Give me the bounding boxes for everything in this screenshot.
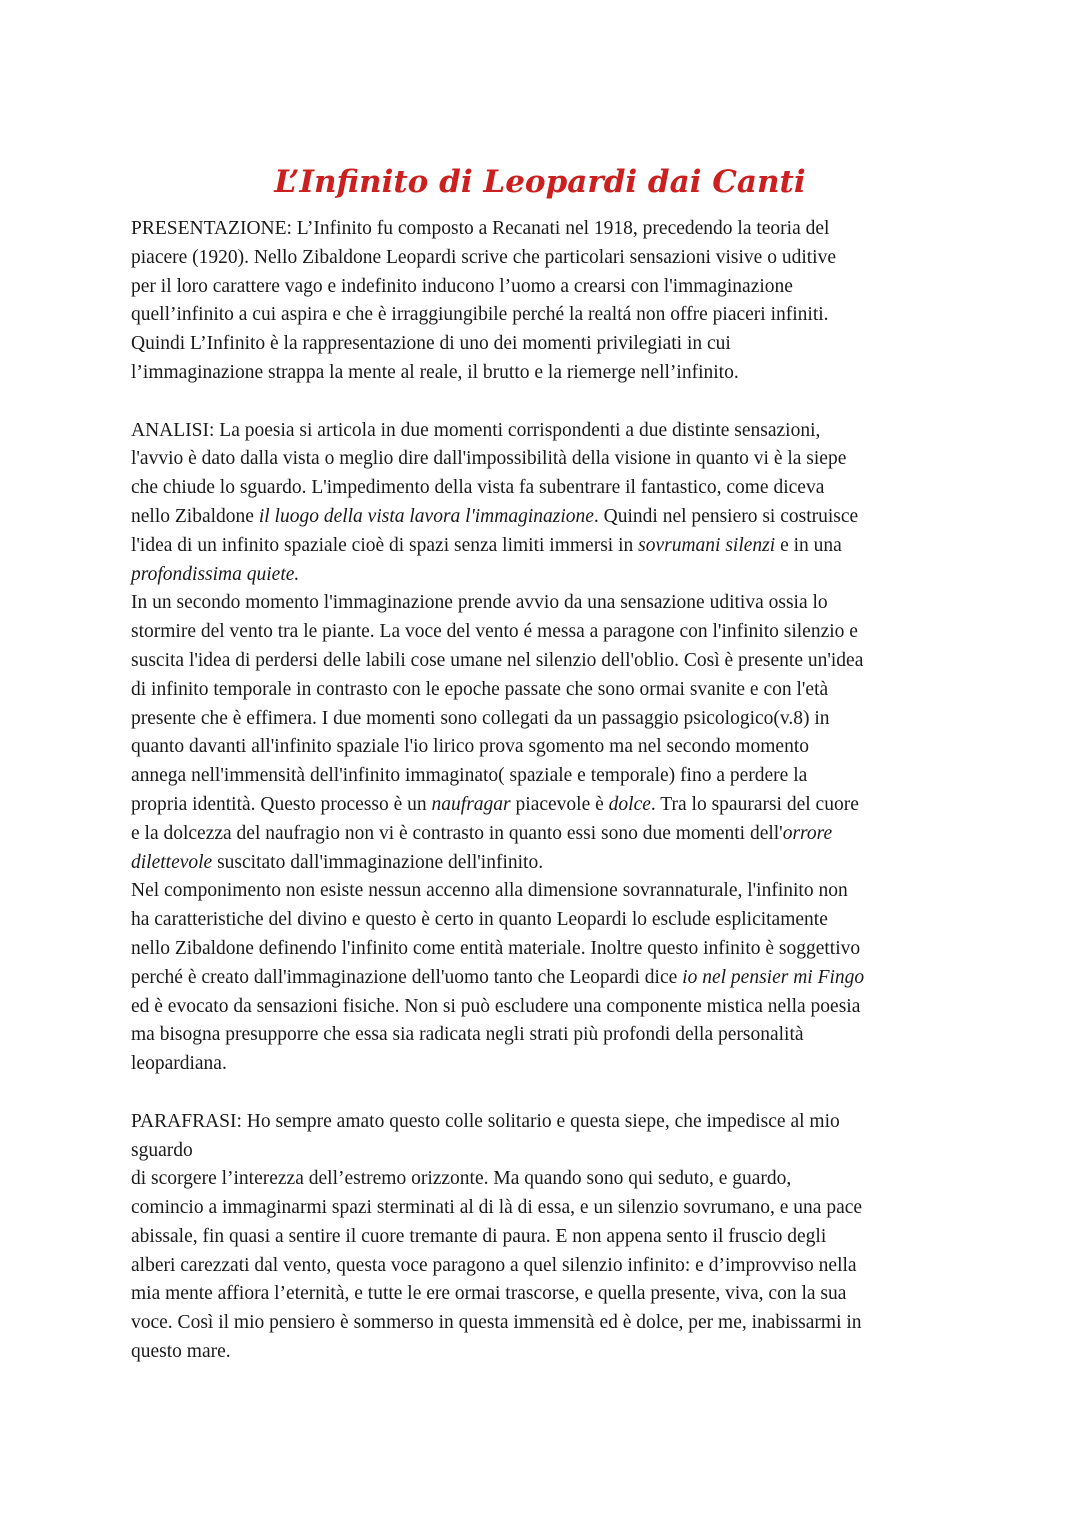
text-run: che chiude lo sguardo. L'impedimento della vista fa subentrare il fantastico, come diceva — [131, 477, 825, 499]
italic-quote: dilettevole — [131, 851, 213, 873]
text-run: quanto davanti all'infinito spaziale l'io lirico prova sgomento ma nel secondo momento — [131, 736, 809, 758]
text-run: ha caratteristiche del divino e questo è certo in quanto Leopardi lo esclude esplicitamente — [131, 909, 828, 931]
analisi-line — [131, 762, 961, 791]
analisi-paragraph — [131, 589, 961, 877]
analisi-line — [131, 618, 961, 647]
text-run: quell’infinito a cui aspira e che è irraggiungibile perché la realtá non offre piaceri infiniti. — [131, 304, 829, 326]
analisi-line — [131, 1050, 961, 1079]
analisi-line — [131, 417, 961, 446]
italic-quote: naufragar — [431, 793, 511, 815]
analisi-line — [131, 676, 961, 705]
text-run: annega nell'immensità dell'infinito immaginato( spaziale e temporale) fino a perdere la — [131, 765, 808, 787]
document-title: L’Infinito di Leopardi dai Canti — [274, 164, 806, 200]
text-run: di infinito temporale in contrasto con le epoche passate che sono ormai svanite e con l'età — [131, 678, 829, 700]
text-run: piacere (1920). Nello Zibaldone Leopardi scrive che particolari sensazioni visive o uditive — [131, 246, 836, 268]
analisi-line — [131, 445, 961, 474]
text-run: PRESENTAZIONE: L’Infinito fu composto a Recanati nel 1918, precedendo la teoria del — [131, 218, 830, 239]
text-run: sguardo — [131, 1139, 193, 1161]
analisi-line — [131, 589, 961, 618]
analisi-line — [131, 1021, 961, 1050]
analisi-paragraph — [131, 417, 961, 590]
presentazione-line — [131, 215, 961, 244]
parafrasi-line — [131, 1137, 961, 1166]
text-run: di scorgere l’interezza dell’estremo orizzonte. Ma quando sono qui seduto, e guardo, — [131, 1168, 792, 1190]
analisi-line — [131, 474, 961, 503]
analisi-line — [131, 993, 961, 1022]
text-run: per il loro carattere vago e indefinito inducono l’uomo a crearsi con l'immaginazione — [131, 275, 793, 297]
analisi-line — [131, 647, 961, 676]
text-run: PARAFRASI: Ho sempre amato questo colle solitario e questa siepe, che impedisce al mio — [131, 1110, 840, 1132]
text-run: abissale, fin quasi a sentire il cuore tremante di paura. E non appena sento il fruscio degli — [131, 1225, 827, 1247]
italic-quote: orrore — [782, 822, 833, 844]
presentazione-line — [131, 359, 961, 388]
italic-quote: dolce — [608, 793, 651, 815]
text-run: piacevole è — [510, 793, 609, 815]
text-run: questo mare. — [131, 1341, 231, 1363]
section-parafrasi — [131, 1108, 961, 1367]
italic-quote: sovrumani silenzi — [638, 534, 776, 556]
text-run: suscitato dall'immaginazione dell'infinito. — [212, 851, 544, 873]
document-body — [131, 215, 961, 1367]
analisi-line — [131, 791, 961, 820]
text-run: nello Zibaldone definendo l'infinito come entità materiale. Inoltre questo infinito è soggettivo — [131, 937, 861, 959]
presentazione-line — [131, 330, 961, 359]
presentazione-line — [131, 244, 961, 273]
text-run: e in una — [775, 534, 842, 556]
text-run: In un secondo momento l'immaginazione prende avvio da una sensazione uditiva ossia lo — [131, 592, 828, 614]
parafrasi-line — [131, 1252, 961, 1281]
text-run: perché è creato dall'immaginazione dell'uomo tanto che Leopardi dice — [131, 966, 683, 988]
text-run: l'idea di un infinito spaziale cioè di spazi senza limiti immersi in — [131, 534, 639, 556]
section-gap — [131, 388, 961, 417]
analisi-line — [131, 849, 961, 878]
parafrasi-line — [131, 1309, 961, 1338]
analisi-line — [131, 935, 961, 964]
parafrasi-line — [131, 1338, 961, 1367]
text-run: ANALISI: La poesia si articola in due momenti corrispondenti a due distinte sensazioni, — [131, 419, 821, 441]
text-run: suscita l'idea di perdersi delle labili cose umane nel silenzio dell'oblio. Così è presente un'idea — [131, 649, 864, 671]
text-run: l’immaginazione strappa la mente al reale, il brutto e la riemerge nell’infinito. — [131, 361, 739, 383]
text-run: . Tra lo spaurarsi del cuore — [650, 793, 859, 815]
text-run: mia mente affiora l’eternità, e tutte le ere ormai trascorse, e quella presente, viva, con la sua — [131, 1283, 847, 1305]
italic-quote: io nel pensier mi Fingo — [682, 966, 865, 988]
text-run: leopardiana. — [131, 1053, 227, 1075]
section-presentazione — [131, 215, 961, 388]
parafrasi-line — [131, 1165, 961, 1194]
text-run: Quindi L’Infinito è la rappresentazione di uno dei momenti privilegiati in cui — [131, 333, 731, 355]
parafrasi-line — [131, 1223, 961, 1252]
section-analisi — [131, 417, 961, 1079]
italic-quote: il luogo della vista lavora l'immaginazione — [258, 505, 594, 527]
analisi-line — [131, 503, 961, 532]
parafrasi-line — [131, 1194, 961, 1223]
analisi-line — [131, 733, 961, 762]
text-run: propria identità. Questo processo è un — [131, 793, 432, 815]
parafrasi-line — [131, 1280, 961, 1309]
analisi-line — [131, 964, 961, 993]
text-run: comincio a immaginarmi spazi sterminati al di là di essa, e un silenzio sovrumano, e una pace — [131, 1197, 863, 1219]
text-run: alberi carezzati dal vento, questa voce paragono a quel silenzio infinito: e d’improvviso nella — [131, 1254, 857, 1276]
analisi-line — [131, 877, 961, 906]
text-run: stormire del vento tra le piante. La voce del vento é messa a paragone con l'infinito silenzio e — [131, 621, 858, 643]
italic-quote: profondissima quiete. — [131, 563, 300, 585]
parafrasi-line — [131, 1108, 961, 1137]
analisi-line — [131, 906, 961, 935]
presentazione-line — [131, 301, 961, 330]
text-run: l'avvio è dato dalla vista o meglio dire dall'impossibilità della visione in quanto vi è la siepe — [131, 448, 847, 470]
text-run: nello Zibaldone — [131, 505, 259, 527]
text-run: e la dolcezza del naufragio non vi è contrasto in quanto essi sono due momenti dell' — [131, 822, 783, 844]
text-run: presente che è effimera. I due momenti sono collegati da un passaggio psicologico(v.8) in — [131, 707, 830, 729]
section-gap — [131, 1079, 961, 1108]
text-run: ed è evocato da sensazioni fisiche. Non si può escludere una componente mistica nella poesia — [131, 995, 861, 1017]
text-run: Nel componimento non esiste nessun accenno alla dimensione sovrannaturale, l'infinito non — [131, 880, 848, 902]
text-run: . Quindi nel pensiero si costruisce — [593, 505, 859, 527]
analisi-line — [131, 532, 961, 561]
presentazione-line — [131, 273, 961, 302]
analisi-line — [131, 820, 961, 849]
analisi-paragraph — [131, 877, 961, 1079]
text-run: ma bisogna presupporre che essa sia radicata negli strati più profondi della personalità — [131, 1024, 804, 1046]
analisi-line — [131, 705, 961, 734]
analisi-line — [131, 561, 961, 590]
text-run: voce. Così il mio pensiero è sommerso in questa immensità ed è dolce, per me, inabissarmi in — [131, 1312, 862, 1334]
